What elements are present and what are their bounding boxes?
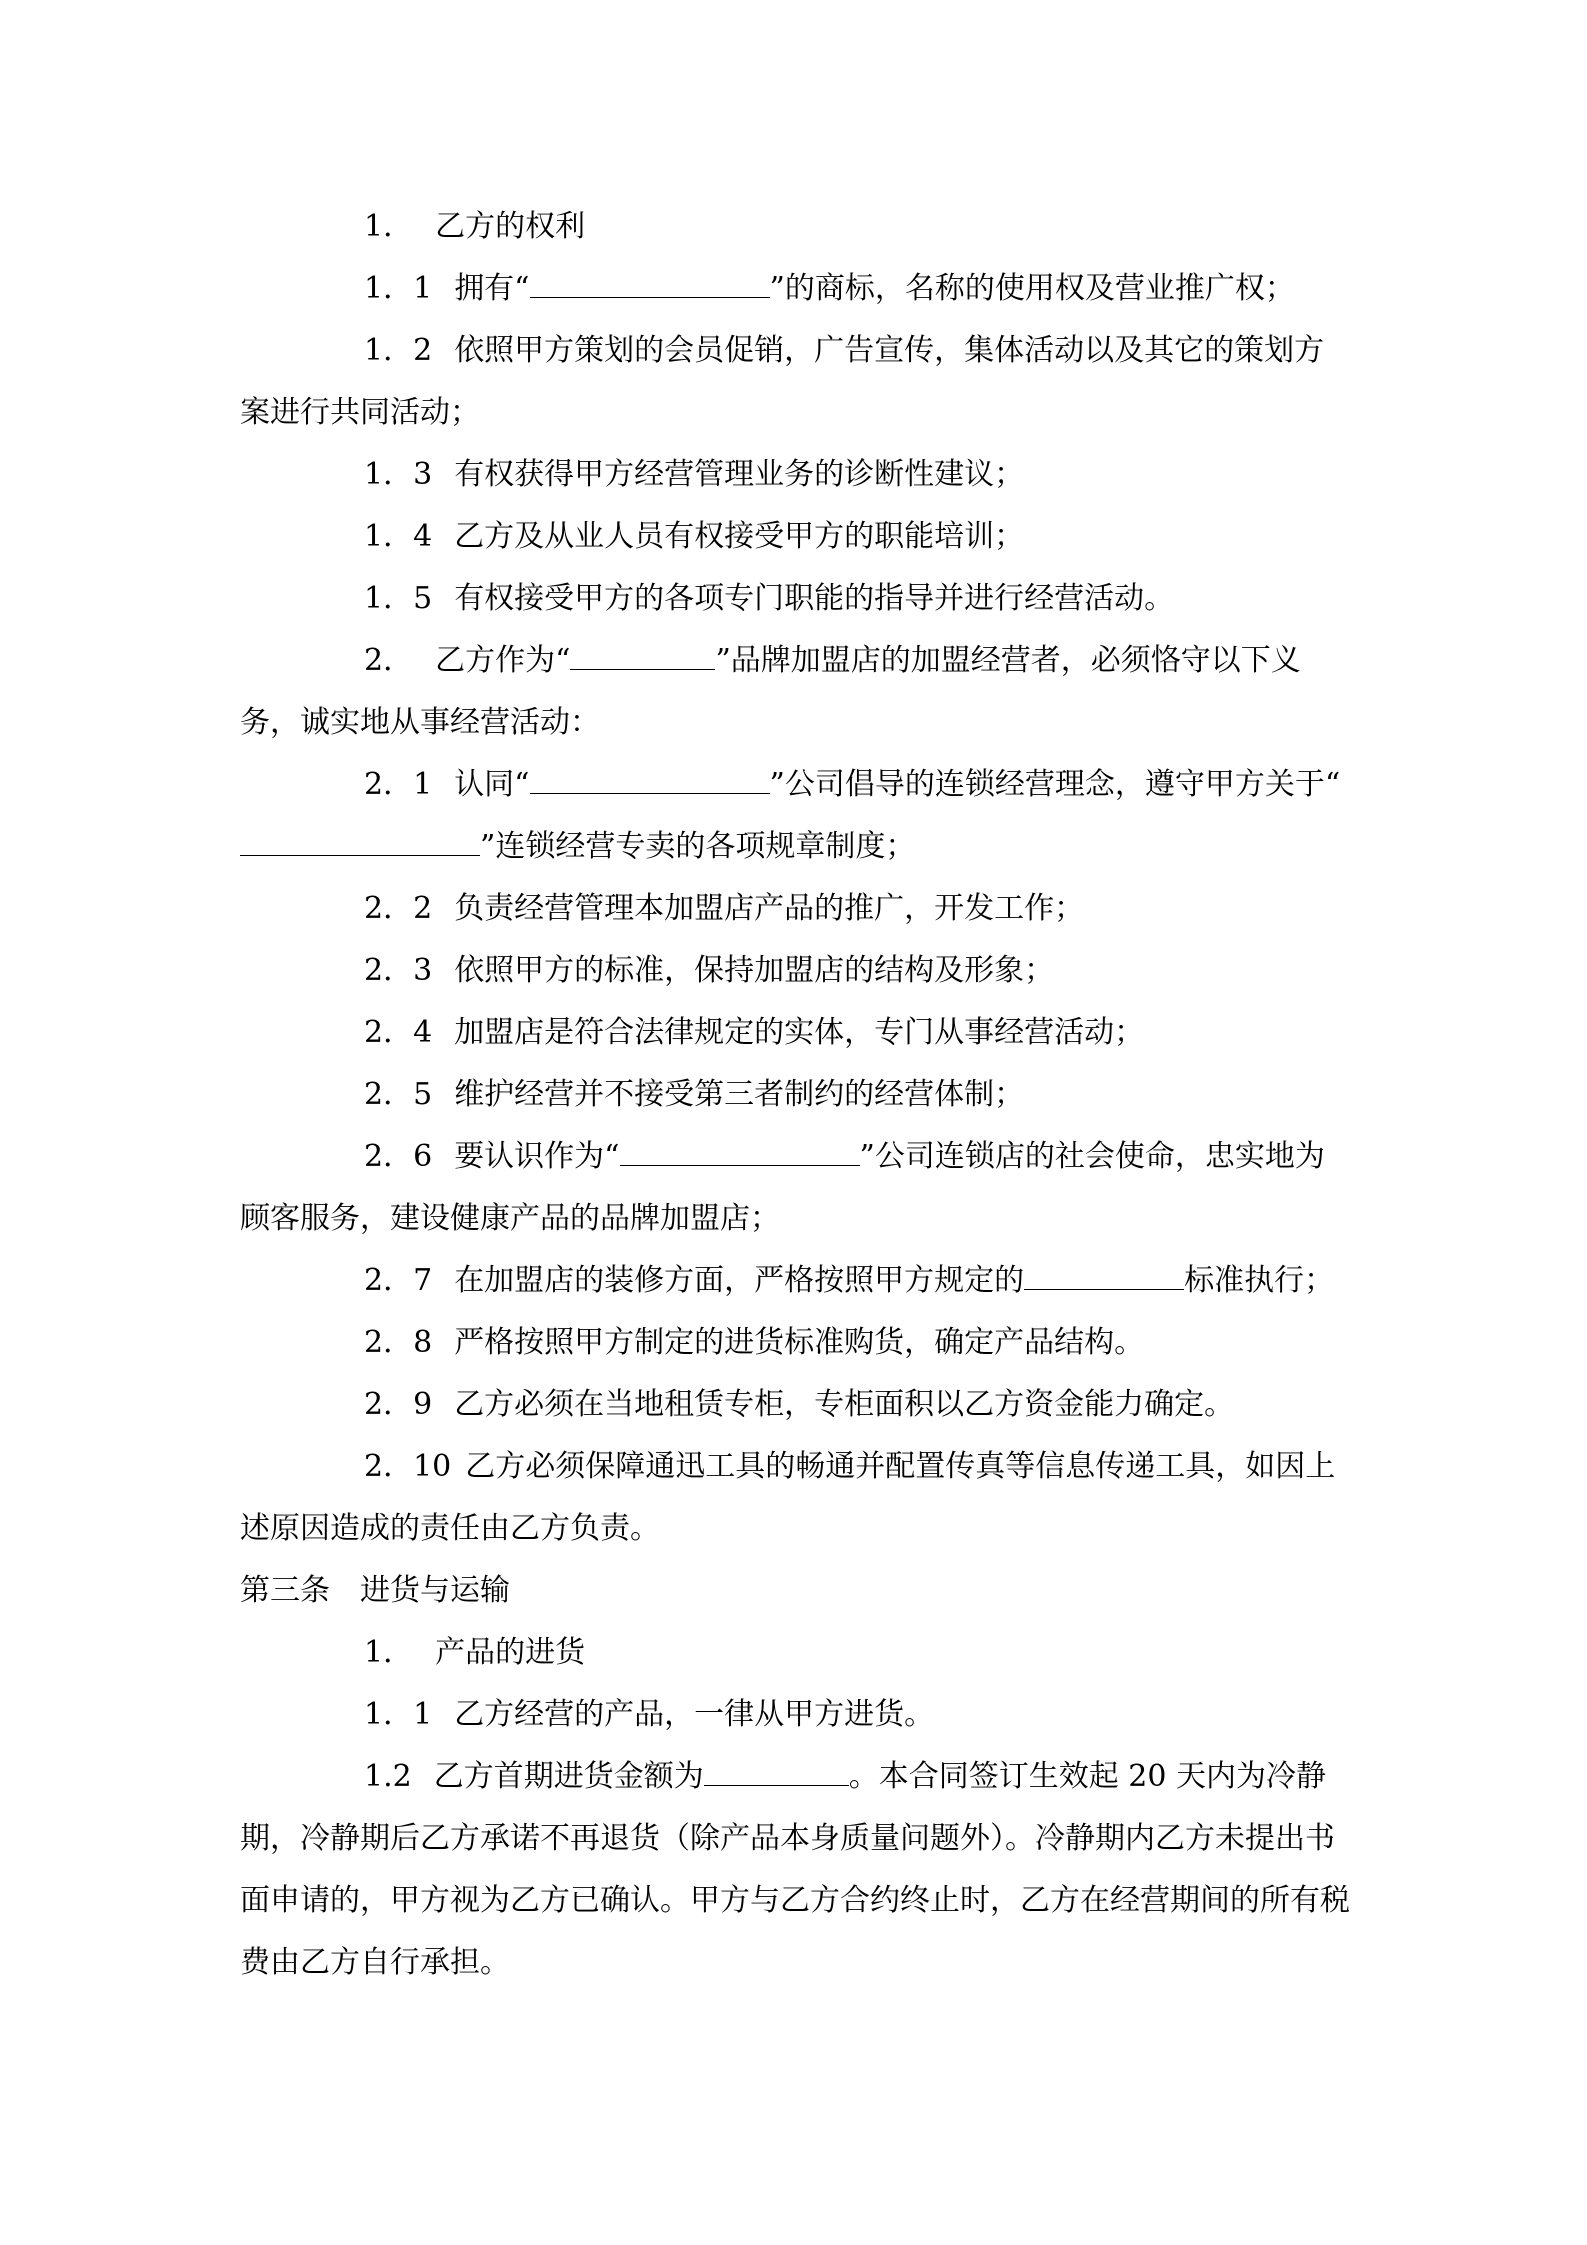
clause-2-5 [240,1064,1350,1126]
clause-text: 乙方必须保障通迅工具的畅通并配置传真等信息传递工具，如因上述原因造成的责任由乙方负责。 [240,1449,1336,1546]
clause-number: 2．8 [364,1325,433,1360]
clause-text: 。本合同签订生效起 20 天内为冷静期，冷静期后乙方承诺不再退货（除产品本身质量问题外）。冷静期内乙方未提出书面申请的，甲方视为乙方已确认。甲方与乙方合约终止时，乙方在经营期间的所有税费由乙方自行承担。 [240,1759,1350,1980]
clause-text: 要认识作为“ [454,1139,620,1174]
clause-number: 2．7 [364,1263,433,1298]
clause-number: 1．1 [364,271,433,306]
clause-number: 2．6 [364,1139,433,1174]
clause-text: 乙方经营的产品，一律从甲方进货。 [454,1697,935,1732]
fill-blank[interactable] [1024,1265,1184,1290]
clause-2-8 [240,1312,1350,1374]
fill-blank[interactable] [620,1141,860,1166]
section-subtitle: 进货与运输 [360,1573,510,1608]
clause-text: ”连锁经营专卖的各项规章制度； [480,829,916,864]
clause-text: 依照甲方的标准，保持加盟店的结构及形象； [454,953,1055,988]
clause-number: 2． [364,643,414,678]
clause-2-10 [240,1436,1350,1560]
clause-text: 乙方的权利 [435,209,586,244]
clause-2-4 [240,1002,1350,1064]
clause-2-1 [240,754,1350,878]
clause-text: 产品的进货 [435,1635,586,1670]
clause-text: ”品牌加盟店的加盟经营者，必须恪守以下义务，诚实地从事经营活动： [240,643,1301,740]
clause-text: 依照甲方策划的会员促销，广告宣传，集体活动以及其它的策划方案进行共同活动； [240,333,1325,430]
clause-1-1 [240,258,1350,320]
clause-text: 负责经营管理本加盟店产品的推广，开发工作； [454,891,1085,926]
clause-text: 乙方及从业人员有权接受甲方的职能培训； [454,519,1025,554]
fill-blank[interactable] [530,769,770,794]
clause-1-3 [240,444,1350,506]
clause-text: ”公司倡导的连锁经营理念，遵守甲方关于“ [769,767,1341,802]
clause-number: 1．1 [364,1697,433,1732]
section3-clause-1-2 [240,1746,1350,1994]
clause-number: 2．1 [364,767,433,802]
clause-number: 2．4 [364,1015,433,1050]
clause-number: 1． [364,209,414,244]
document-body [240,196,1350,1994]
clause-text: 标准执行； [1184,1263,1335,1298]
section-heading [240,1560,1350,1622]
fill-blank[interactable] [240,831,480,856]
clause-number: 1．4 [364,519,433,554]
fill-blank[interactable] [570,645,715,670]
clause-number: 2．2 [364,891,433,926]
clause-1-2 [240,320,1350,444]
clause-2-2 [240,878,1350,940]
section-title: 第三条 [240,1573,330,1608]
clause-2-6 [240,1126,1350,1250]
clause-text: 乙方作为“ [435,643,571,678]
clause-text: 加盟店是符合法律规定的实体，专门从事经营活动； [454,1015,1145,1050]
fill-blank[interactable] [530,273,770,298]
section3-clause-1 [240,1622,1350,1684]
clause-text: 乙方必须在当地租赁专柜，专柜面积以乙方资金能力确定。 [454,1387,1235,1422]
clause-1 [240,196,1350,258]
clause-number: 1.2 [364,1759,412,1794]
clause-2 [240,630,1350,754]
clause-1-5 [240,568,1350,630]
clause-number: 1．2 [364,333,433,368]
clause-number: 1．3 [364,457,433,492]
clause-number: 2．5 [364,1077,433,1112]
clause-number: 2．3 [364,953,433,988]
clause-number: 2．9 [364,1387,433,1422]
fill-blank[interactable] [704,1761,849,1786]
clause-number: 1． [364,1635,414,1670]
clause-text: 乙方首期进货金额为 [433,1759,704,1794]
clause-2-9 [240,1374,1350,1436]
clause-text: ”公司连锁店的社会使命，忠实地为顾客服务，建设健康产品的品牌加盟店； [240,1139,1325,1236]
clause-text: 拥有“ [454,271,530,306]
clause-2-3 [240,940,1350,1002]
clause-1-4 [240,506,1350,568]
clause-text: 有权接受甲方的各项专门职能的指导并进行经营活动。 [454,581,1175,616]
clause-text: 在加盟店的装修方面，严格按照甲方规定的 [454,1263,1025,1298]
clause-text: 认同“ [454,767,530,802]
clause-text: 维护经营并不接受第三者制约的经营体制； [454,1077,1025,1112]
clause-number: 1．5 [364,581,433,616]
section3-clause-1-1 [240,1684,1350,1746]
clause-2-7 [240,1250,1350,1312]
clause-text: 严格按照甲方制定的进货标准购货，确定产品结构。 [454,1325,1145,1360]
clause-text: ”的商标，名称的使用权及营业推广权； [769,271,1295,306]
clause-text: 有权获得甲方经营管理业务的诊断性建议； [454,457,1025,492]
clause-number: 2．10 [364,1449,452,1484]
